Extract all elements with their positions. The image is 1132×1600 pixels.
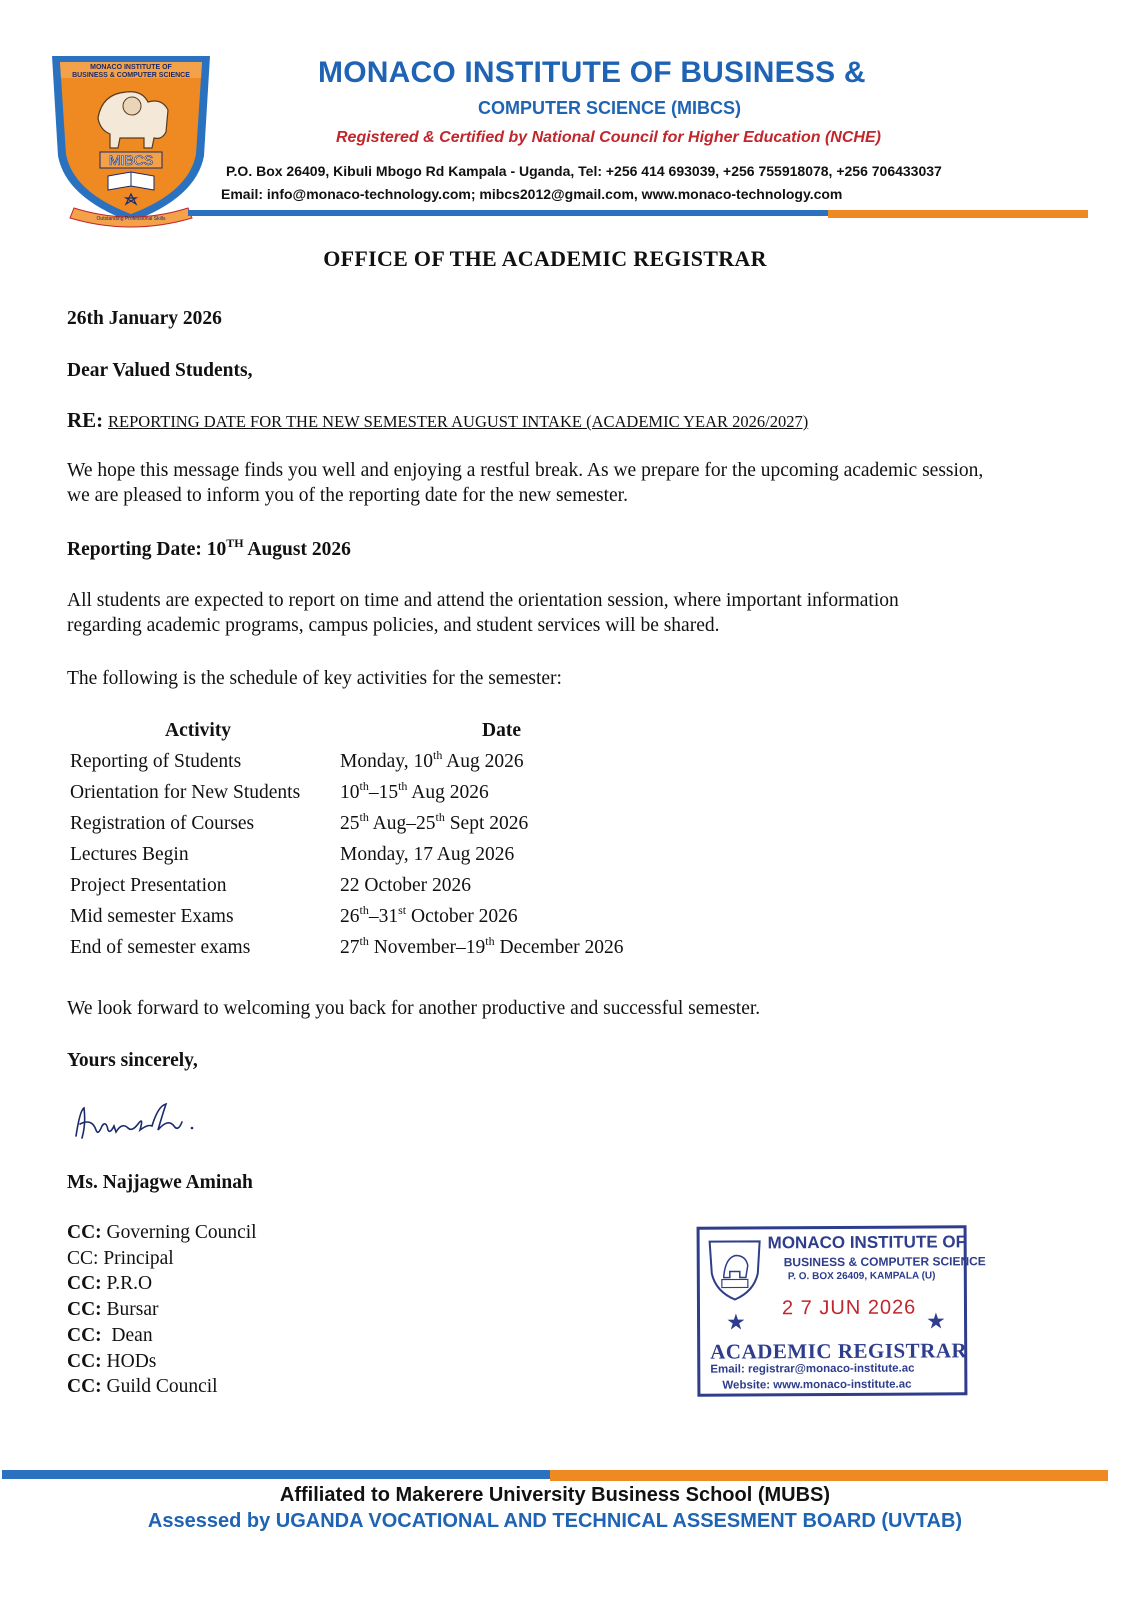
stamp-crest-icon bbox=[706, 1237, 764, 1303]
registrar-stamp bbox=[697, 1225, 986, 1396]
salutation: Dear Valued Students, bbox=[67, 360, 253, 381]
date-text: October 2026 bbox=[406, 906, 518, 927]
svg-text:MONACO INSTITUTE OF: MONACO INSTITUTE OF bbox=[90, 64, 172, 71]
schedule-intro: The following is the schedule of key activities for the semester: bbox=[67, 668, 562, 689]
schedule-activity: Mid semester Exams bbox=[70, 906, 234, 927]
cc-list bbox=[67, 1220, 257, 1400]
stamp-star-left-icon: ★ bbox=[725, 1309, 746, 1335]
footer-rule-orange bbox=[550, 1470, 1108, 1481]
date-text: Aug 2026 bbox=[407, 782, 489, 803]
cc-item bbox=[67, 1271, 257, 1297]
date-text: –31 bbox=[368, 906, 399, 927]
date-text: Aug 2026 bbox=[442, 751, 524, 772]
stamp-sub: BUSINESS & COMPUTER SCIENCE bbox=[783, 1254, 986, 1270]
cc-label: CC: bbox=[67, 1247, 99, 1269]
cc-item bbox=[67, 1246, 257, 1272]
cc-label: CC: bbox=[67, 1324, 102, 1346]
expectation-paragraph: All students are expected to report on time and attend the orientation session, where important information regarding academic programs, campus policies, and student services will be shared. bbox=[67, 590, 899, 636]
signer-name: Ms. Najjagwe Aminah bbox=[67, 1172, 253, 1193]
date-text: Monday, 17 Aug 2026 bbox=[340, 844, 515, 865]
date-ordinal-suffix: th bbox=[485, 934, 495, 948]
address-line: P.O. Box 26409, Kibuli Mbogo Rd Kampala - Uganda, Tel: +256 414 693039, +256 755918078, +256 706433037 bbox=[226, 163, 942, 179]
cc-label: CC: bbox=[67, 1350, 102, 1372]
stamp-email: Email: registrar@monaco-institute.ac bbox=[710, 1362, 915, 1376]
date-text: 25 bbox=[340, 813, 360, 834]
cc-label: CC: bbox=[67, 1222, 102, 1243]
schedule-activity: Registration of Courses bbox=[70, 813, 255, 834]
cc-item bbox=[67, 1220, 257, 1246]
reporting-date-rest: August 2026 bbox=[243, 539, 351, 560]
schedule-header-activity: Activity bbox=[165, 720, 232, 741]
date-text: Monday, 10 bbox=[340, 751, 433, 772]
schedule-date bbox=[340, 903, 518, 928]
reporting-date-label: Reporting Date: 10 bbox=[67, 539, 227, 560]
schedule-date bbox=[340, 875, 471, 897]
cc-label: CC: bbox=[67, 1273, 102, 1295]
schedule-date bbox=[340, 748, 524, 773]
schedule-date bbox=[340, 934, 624, 959]
office-title: OFFICE OF THE ACADEMIC REGISTRAR bbox=[323, 246, 767, 271]
re-line bbox=[67, 408, 808, 434]
stamp-date: 2 7 JUN 2026 bbox=[781, 1296, 917, 1320]
registration-line: Registered & Certified by National Council for Higher Education (NCHE) bbox=[336, 129, 881, 146]
intro-paragraph: We hope this message finds you well and enjoying a restful break. As we prepare for the upcoming academic session, we are pleased to inform you of the reporting date for the new semester. bbox=[67, 460, 984, 506]
stamp-name: MONACO INSTITUTE OF bbox=[767, 1232, 967, 1253]
cc-recipient: Guild Council bbox=[101, 1376, 218, 1398]
schedule-date bbox=[340, 810, 529, 835]
institute-subname: COMPUTER SCIENCE (MIBCS) bbox=[478, 98, 742, 118]
date-ordinal-suffix: th bbox=[435, 810, 445, 824]
cc-item bbox=[67, 1297, 257, 1323]
reporting-date bbox=[67, 537, 351, 562]
cc-recipient: Bursar bbox=[101, 1299, 159, 1321]
letter-date: 26th January 2026 bbox=[67, 308, 222, 329]
stamp-box: P. O. BOX 26409, KAMPALA (U) bbox=[787, 1270, 936, 1283]
date-ordinal-suffix: th bbox=[359, 810, 369, 824]
date-ordinal-suffix: th bbox=[398, 779, 408, 793]
cc-item bbox=[67, 1349, 257, 1375]
date-text: November–19 bbox=[368, 937, 486, 958]
date-text: December 2026 bbox=[494, 937, 624, 958]
date-text: 10 bbox=[340, 782, 360, 803]
date-ordinal-suffix: st bbox=[398, 903, 407, 917]
footer-assessment: Assessed by UGANDA VOCATIONAL AND TECHNICAL ASSESMENT BOARD (UVTAB) bbox=[147, 1510, 963, 1532]
schedule-activity: Project Presentation bbox=[70, 875, 227, 896]
cc-recipient: Dean bbox=[101, 1324, 153, 1346]
footer-affiliation: Affiliated to Makerere University Business School (MUBS) bbox=[279, 1484, 831, 1506]
date-ordinal-suffix: th bbox=[359, 934, 369, 948]
date-text: 27 bbox=[340, 937, 360, 958]
cc-label: CC: bbox=[67, 1376, 102, 1398]
date-ordinal-suffix: th bbox=[432, 748, 443, 762]
stamp-star-right-icon: ★ bbox=[925, 1308, 946, 1334]
cc-recipient: P.R.O bbox=[101, 1273, 153, 1295]
email-line: Email: info@monaco-technology.com; mibcs2012@gmail.com, www.monaco-technology.com bbox=[221, 186, 843, 202]
re-label: RE: bbox=[67, 408, 104, 432]
date-ordinal-suffix: th bbox=[359, 779, 369, 793]
schedule-header-date: Date bbox=[482, 720, 521, 741]
header-rule-orange bbox=[828, 210, 1088, 218]
schedule-date bbox=[340, 779, 489, 804]
svg-text:Outstanding Professional Skill: Outstanding Professional Skills bbox=[96, 216, 166, 222]
header-rule-blue bbox=[188, 210, 828, 216]
date-text: Aug–25 bbox=[368, 813, 436, 834]
re-subject: REPORTING DATE FOR THE NEW SEMESTER AUGUST INTAKE (ACADEMIC YEAR 2026/2027) bbox=[108, 412, 809, 431]
stamp-title: ACADEMIC REGISTRAR bbox=[710, 1338, 968, 1364]
cc-item bbox=[67, 1374, 257, 1400]
cc-recipient: HODs bbox=[101, 1350, 157, 1372]
date-text: –15 bbox=[368, 782, 399, 803]
svg-text:BUSINESS & COMPUTER SCIENCE: BUSINESS & COMPUTER SCIENCE bbox=[72, 72, 190, 79]
reporting-date-sup: TH bbox=[226, 536, 244, 550]
institute-name: MONACO INSTITUTE OF BUSINESS & bbox=[318, 56, 866, 89]
cc-recipient: Principal bbox=[98, 1247, 174, 1269]
schedule-activity: Lectures Begin bbox=[70, 844, 189, 865]
schedule-activity: Orientation for New Students bbox=[70, 782, 301, 803]
date-text: 26 bbox=[340, 906, 360, 927]
date-text: Sept 2026 bbox=[444, 813, 529, 834]
schedule-date bbox=[340, 844, 514, 866]
cc-label: CC: bbox=[67, 1299, 102, 1321]
schedule-activity: End of semester exams bbox=[70, 937, 251, 958]
svg-text:MIBCS: MIBCS bbox=[108, 152, 154, 168]
stamp-website: Website: www.monaco-institute.ac bbox=[722, 1378, 912, 1392]
sign-off: Yours sincerely, bbox=[67, 1050, 198, 1071]
date-ordinal-suffix: th bbox=[359, 903, 369, 917]
closing-line: We look forward to welcoming you back for another productive and successful semester. bbox=[67, 998, 761, 1019]
lion-shield-crest-icon bbox=[46, 48, 216, 230]
schedule-activity: Reporting of Students bbox=[70, 751, 242, 772]
footer-rule-blue bbox=[2, 1470, 550, 1479]
signature-icon bbox=[70, 1096, 200, 1146]
cc-item bbox=[67, 1323, 257, 1349]
cc-recipient: Governing Council bbox=[101, 1222, 257, 1243]
date-text: 22 October 2026 bbox=[340, 875, 472, 896]
